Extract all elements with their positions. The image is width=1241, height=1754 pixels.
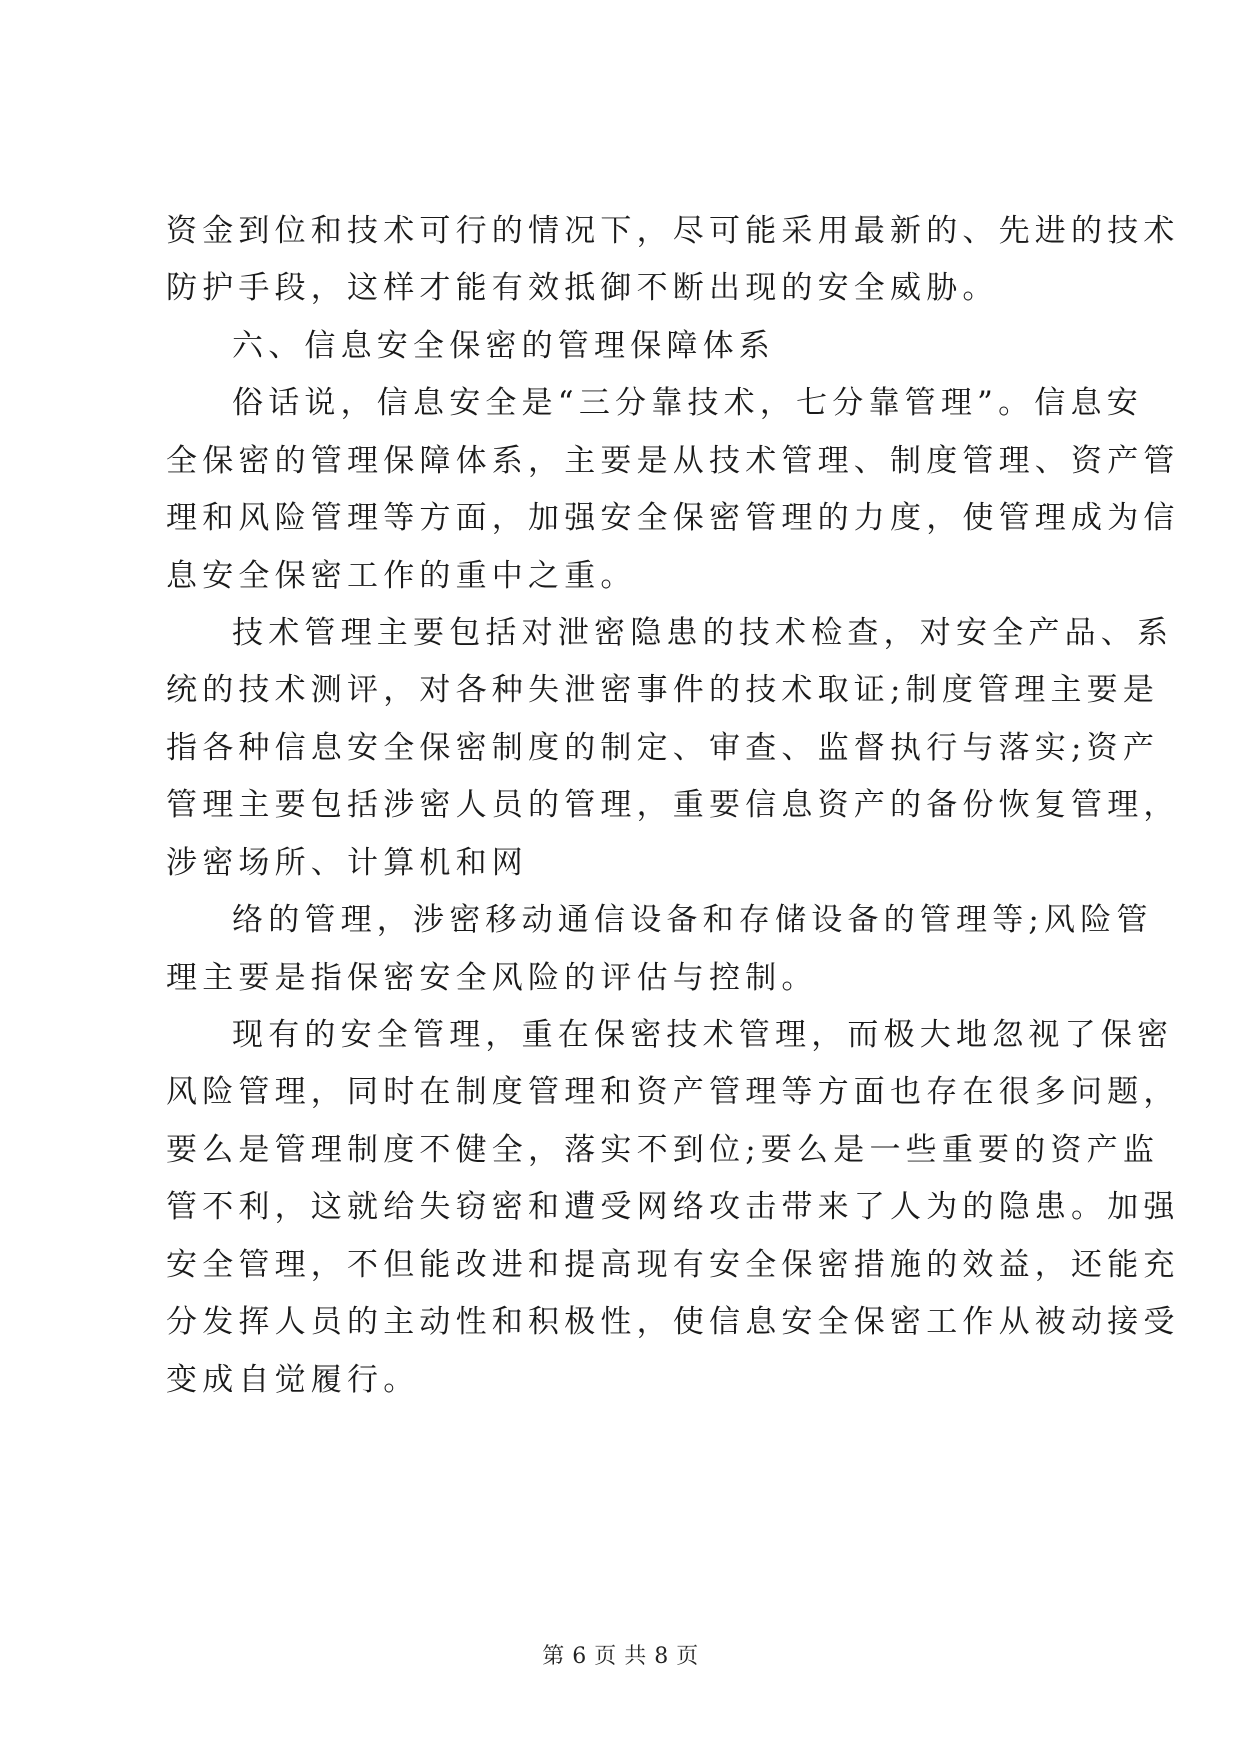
body-line: 变成自觉履行。 <box>166 1362 420 1398</box>
body-line: 分发挥人员的主动性和积极性，使信息安全保密工作从被动接受 <box>166 1304 1180 1340</box>
body-line: 络的管理，涉密移动通信设备和存储设备的管理等;风险管 <box>232 902 1153 938</box>
body-line: 要么是管理制度不健全，落实不到位;要么是一些重要的资产监 <box>166 1132 1160 1168</box>
body-line: 防护手段，这样才能有效抵御不断出现的安全威胁。 <box>166 270 999 306</box>
body-line: 现有的安全管理，重在保密技术管理，而极大地忽视了保密 <box>232 1017 1174 1053</box>
body-line: 风险管理，同时在制度管理和资产管理等方面也存在很多问题， <box>166 1074 1180 1110</box>
body-line: 涉密场所、计算机和网 <box>166 845 528 881</box>
body-line: 统的技术测评，对各种失泄密事件的技术取证;制度管理主要是 <box>166 672 1160 708</box>
body-line: 资金到位和技术可行的情况下，尽可能采用最新的、先进的技术 <box>166 213 1180 249</box>
body-line: 俗话说，信息安全是“三分靠技术，七分靠管理”。信息安 <box>232 385 1143 421</box>
section-heading: 六、信息安全保密的管理保障体系 <box>232 328 775 364</box>
body-line: 指各种信息安全保密制度的制定、审查、监督执行与落实;资产 <box>166 730 1160 766</box>
body-line: 理主要是指保密安全风险的评估与控制。 <box>166 960 818 996</box>
body-line: 管不利，这就给失窃密和遭受网络攻击带来了人为的隐患。加强 <box>166 1189 1180 1225</box>
body-line: 技术管理主要包括对泄密隐患的技术检查，对安全产品、系 <box>232 615 1174 651</box>
body-line: 全保密的管理保障体系，主要是从技术管理、制度管理、资产管 <box>166 443 1180 479</box>
body-line: 理和风险管理等方面，加强安全保密管理的力度，使管理成为信 <box>166 500 1180 536</box>
body-line: 息安全保密工作的重中之重。 <box>166 558 637 594</box>
page-number-footer: 第 6 页 共 8 页 <box>542 1644 699 1669</box>
body-line: 管理主要包括涉密人员的管理，重要信息资产的备份恢复管理， <box>166 787 1180 823</box>
body-line: 安全管理，不但能改进和提高现有安全保密措施的效益，还能充 <box>166 1247 1180 1283</box>
